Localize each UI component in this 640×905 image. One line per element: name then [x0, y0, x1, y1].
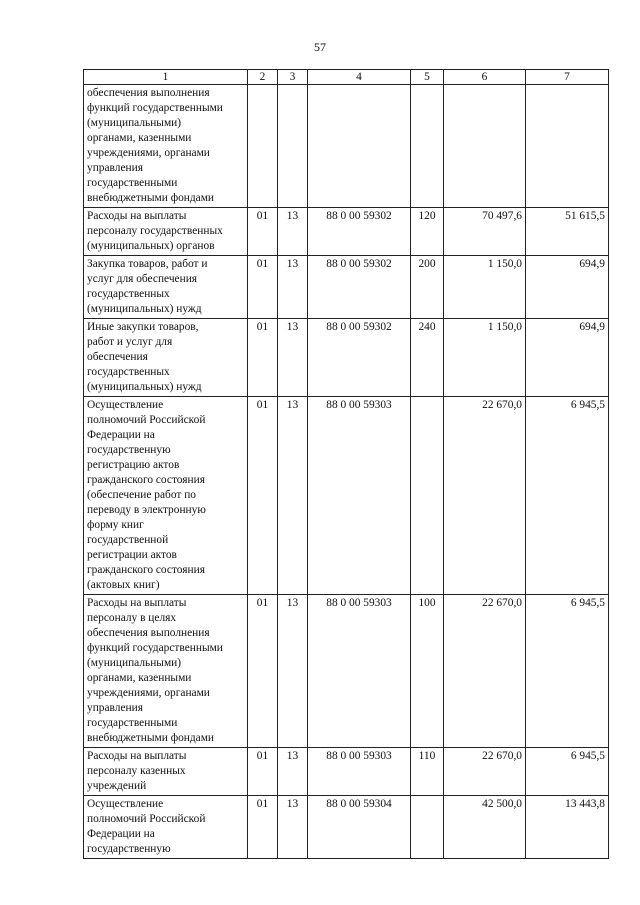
amount-actual-cell [526, 397, 609, 595]
amount-actual-cell-text: 694,9 [579, 258, 605, 270]
row-name-cell [84, 748, 248, 796]
row-name-cell-text: Расходы на выплаты персоналу в целях обеспечения выполнения функций государственными (муниципальными) органами, казенными учреждениями, органами управления государственными внебюджетными фондами [87, 597, 223, 744]
section-code-cell [248, 85, 278, 208]
table-row [84, 256, 609, 319]
target-article-cell-text: 88 0 00 59302 [326, 258, 392, 270]
table-row [84, 796, 609, 859]
target-article-cell [308, 256, 411, 319]
header-col-4: 4 [308, 70, 411, 85]
subsection-code-cell-text: 13 [286, 750, 299, 762]
header-col-3: 3 [278, 70, 308, 85]
expense-type-cell [411, 208, 444, 256]
amount-plan-cell [444, 85, 526, 208]
page-number: 57 [314, 40, 326, 54]
section-code-cell [248, 319, 278, 397]
amount-actual-cell-text: 6 945,5 [570, 597, 605, 609]
header-col-2: 2 [248, 70, 278, 85]
target-article-cell [308, 319, 411, 397]
row-name-cell [84, 796, 248, 859]
row-name-cell-text: Расходы на выплаты персоналу государственных (муниципальных) органов [87, 210, 223, 252]
row-name-cell-text: Иные закупки товаров, работ и услуг для обеспечения государственных (муниципальных) нужд [87, 321, 202, 393]
amount-plan-cell-text: 1 150,0 [487, 258, 522, 270]
amount-actual-cell [526, 208, 609, 256]
amount-plan-cell-text: 70 497,6 [482, 210, 522, 222]
row-name-cell [84, 319, 248, 397]
expense-type-cell-text: 240 [418, 321, 436, 333]
amount-plan-cell [444, 748, 526, 796]
expense-type-cell-text: 100 [418, 597, 436, 609]
table-row [84, 85, 609, 208]
target-article-cell-text: 88 0 00 59303 [326, 750, 392, 762]
subsection-code-cell-text: 13 [286, 798, 299, 810]
subsection-code-cell [278, 256, 308, 319]
section-code-cell-text: 01 [256, 258, 269, 270]
section-code-cell-text: 01 [256, 597, 269, 609]
amount-actual-cell [526, 319, 609, 397]
amount-plan-cell [444, 595, 526, 748]
amount-plan-cell-text: 1 150,0 [487, 321, 522, 333]
amount-actual-cell [526, 796, 609, 859]
amount-actual-cell-text: 6 945,5 [570, 399, 605, 411]
header-col-1: 1 [84, 70, 248, 85]
target-article-cell [308, 208, 411, 256]
table-row [84, 595, 609, 748]
amount-actual-cell-text: 694,9 [579, 321, 605, 333]
header-col-5: 5 [411, 70, 444, 85]
section-code-cell-text: 01 [256, 399, 269, 411]
expense-type-cell [411, 397, 444, 595]
subsection-code-cell [278, 319, 308, 397]
amount-actual-cell-text: 13 443,8 [565, 798, 605, 810]
subsection-code-cell-text: 13 [286, 210, 299, 222]
section-code-cell [248, 796, 278, 859]
subsection-code-cell [278, 595, 308, 748]
target-article-cell-text: 88 0 00 59303 [326, 399, 392, 411]
expense-type-cell [411, 319, 444, 397]
amount-plan-cell [444, 796, 526, 859]
header-col-6: 6 [444, 70, 526, 85]
amount-plan-cell [444, 256, 526, 319]
table-row [84, 397, 609, 595]
row-name-cell [84, 595, 248, 748]
amount-actual-cell [526, 85, 609, 208]
row-name-cell-text: обеспечения выполнения функций государственными (муниципальными) органами, казенными учреждениями, органами управления государственными внебюджетными фондами [87, 87, 223, 204]
section-code-cell [248, 595, 278, 748]
row-name-cell-text: Осуществление полномочий Российской Федерации на государственную регистрацию актов гражданского состояния (обеспечение работ по переводу в электронную форму книг государственной регистрации актов гражданского состояния (актовых книг) [87, 399, 206, 591]
amount-plan-cell [444, 319, 526, 397]
row-name-cell-text: Закупка товаров, работ и услуг для обеспечения государственных (муниципальных) нужд [87, 258, 208, 315]
subsection-code-cell [278, 796, 308, 859]
expense-type-cell [411, 748, 444, 796]
budget-table [83, 69, 609, 859]
expense-type-cell-text: 110 [418, 750, 436, 762]
section-code-cell-text: 01 [256, 798, 269, 810]
expense-type-cell [411, 85, 444, 208]
amount-plan-cell-text: 22 670,0 [482, 597, 522, 609]
row-name-cell [84, 85, 248, 208]
expense-type-cell [411, 796, 444, 859]
amount-actual-cell [526, 256, 609, 319]
section-code-cell-text: 01 [256, 750, 269, 762]
target-article-cell [308, 595, 411, 748]
amount-plan-cell [444, 397, 526, 595]
table-row [84, 748, 609, 796]
expense-type-cell [411, 595, 444, 748]
section-code-cell [248, 208, 278, 256]
subsection-code-cell-text: 13 [286, 399, 299, 411]
target-article-cell [308, 748, 411, 796]
subsection-code-cell-text: 13 [286, 258, 299, 270]
section-code-cell [248, 748, 278, 796]
target-article-cell-text: 88 0 00 59302 [326, 210, 392, 222]
amount-plan-cell-text: 22 670,0 [482, 750, 522, 762]
subsection-code-cell [278, 85, 308, 208]
section-code-cell-text: 01 [256, 321, 269, 333]
section-code-cell-text: 01 [256, 210, 269, 222]
row-name-cell-text: Расходы на выплаты персоналу казенных учреждений [87, 750, 187, 792]
subsection-code-cell [278, 748, 308, 796]
target-article-cell [308, 397, 411, 595]
table-body [84, 85, 609, 859]
section-code-cell [248, 397, 278, 595]
header-row [84, 70, 609, 85]
target-article-cell-text: 88 0 00 59304 [326, 798, 392, 810]
target-article-cell-text: 88 0 00 59302 [326, 321, 392, 333]
subsection-code-cell-text: 13 [286, 321, 299, 333]
amount-plan-cell [444, 208, 526, 256]
expense-type-cell [411, 256, 444, 319]
expense-type-cell-text: 120 [418, 210, 436, 222]
target-article-cell-text: 88 0 00 59303 [326, 597, 392, 609]
header-col-7: 7 [526, 70, 609, 85]
row-name-cell [84, 208, 248, 256]
table-row [84, 208, 609, 256]
table-row [84, 319, 609, 397]
subsection-code-cell-text: 13 [286, 597, 299, 609]
target-article-cell [308, 796, 411, 859]
subsection-code-cell [278, 208, 308, 256]
amount-actual-cell-text: 51 615,5 [565, 210, 605, 222]
row-name-cell-text: Осуществление полномочий Российской Федерации на государственную [87, 798, 206, 855]
amount-plan-cell-text: 22 670,0 [482, 399, 522, 411]
subsection-code-cell [278, 397, 308, 595]
amount-plan-cell-text: 42 500,0 [482, 798, 522, 810]
amount-actual-cell [526, 595, 609, 748]
amount-actual-cell [526, 748, 609, 796]
section-code-cell [248, 256, 278, 319]
row-name-cell [84, 256, 248, 319]
expense-type-cell-text: 200 [418, 258, 436, 270]
target-article-cell [308, 85, 411, 208]
amount-actual-cell-text: 6 945,5 [570, 750, 605, 762]
row-name-cell [84, 397, 248, 595]
